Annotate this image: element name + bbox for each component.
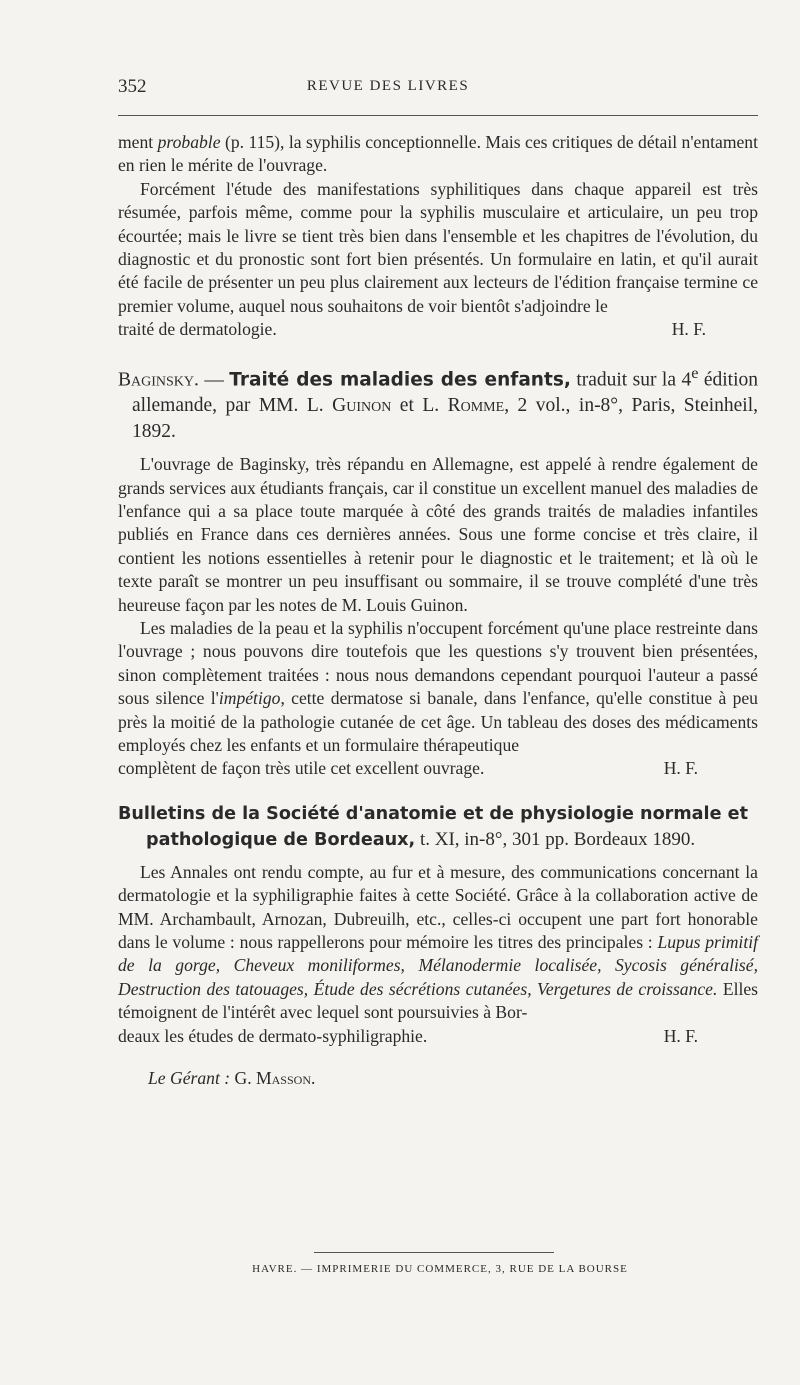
reviewer-signature: H. F. xyxy=(663,1025,698,1046)
italic-word: impétigo xyxy=(218,688,281,709)
entry-title: Traité des maladies des enfants, xyxy=(229,369,571,391)
entry-author: Baginsky. xyxy=(118,369,199,391)
paragraph-4-end: complètent de façon très utile cet excellent ouvrage. H. F. xyxy=(118,757,758,780)
footer-rule xyxy=(314,1252,554,1253)
book-entry-bulletins: Bulletins de la Société d'anatomie et de physiologie normale et pathologique de Bordeaux, t. XI, in-8°, 301 pp. Bordeaux 1890. xyxy=(118,803,748,850)
header-rule xyxy=(118,115,758,116)
reviewer-signature: H. F. xyxy=(671,319,706,340)
paragraph-2-end: traité de dermatologie. H. F. xyxy=(118,318,758,341)
paragraph-4: Les maladies de la peau et la syphilis n'occupent forcément qu'une place restreinte dans l'ouvrage ; nous pouvons dire toutefois que les questions s'y trouvent bien présentées, sinon complètement traitées : nous nous demandons cependant pourquoi l'auteur a passé sous silence l'impétigo, cette dermatose si banale, dans l'enfance, qu'elle constitue à peu près la moitié de la pathologie cutanée de cet âge. Un tableau des doses des médicaments employés chez les enfants et un formulaire thérapeutique xyxy=(118,618,758,756)
gerant-name: Masson. xyxy=(256,1068,316,1089)
book-entry-baginsky: Baginsky. — Traité des maladies des enfants, traduit sur la 4e édition allemande, par MM. L. Guinon et L. Romme, 2 vol., in-8°, Paris, Steinheil, 1892. xyxy=(118,363,759,443)
gerant-line: Le Gérant : G. Masson. xyxy=(148,1068,316,1089)
paragraph-3: L'ouvrage de Baginsky, très répandu en Allemagne, est appelé à rendre également de grands services aux étudiants français, car il constitue un excellent manuel des maladies de l'enfance qui a sa place toute marquée à côté des grands traités de maladies infantiles publiés en France dans ces dernières années. Sous une forme concise et très claire, il contient les notions essentielles à retenir pour le diagnostic et le traitement; et là où le texte paraît se montrer un peu insuffisant ou sommaire, il se trouve complété d'une très heureuse façon par les notes de M. Louis Guinon. xyxy=(118,454,758,615)
running-head: REVUE DES LIVRES xyxy=(306,78,470,94)
translator-name: Romme xyxy=(447,395,505,417)
translator-name: Guinon xyxy=(332,395,392,417)
printer-imprint: HAVRE. — IMPRIMERIE DU COMMERCE, 3, RUE DE LA BOURSE xyxy=(252,1263,628,1275)
page-body xyxy=(118,131,758,1089)
page-header xyxy=(118,76,758,102)
entry-title: Bulletins de la Société d'anatomie et de physiologie normale et pathologique de Bordeaux, xyxy=(118,803,748,850)
reviewer-signature: H. F. xyxy=(663,758,698,779)
paragraph-5-end: deaux les études de dermato-syphiligraphie. H. F. xyxy=(118,1025,758,1048)
italic-word: probable xyxy=(157,132,221,152)
italic-titles: Lupus primitif de la gorge, Cheveux moniliformes, Mélanodermie localisée, Sycosis généralisé, Destruction des tatouages, Étude des sécrétions cutanées, Vergetures de croissance. xyxy=(118,932,758,999)
page-number: 352 xyxy=(118,76,147,97)
paragraph-2: Forcément l'étude des manifestations syphilitiques dans chaque appareil est très résumée, parfois même, comme pour la syphilis musculaire et articulaire, un peu trop écourtée; mais le livre se tient très bien dans l'ensemble et les chapitres de l'évolution, du diagnostic et du pronostic sont fort bien présentés. Un formulaire en latin, et qu'il aurait été facile de présenter un peu plus clairement aux lecteurs de l'édition française termine ce premier volume, auquel nous souhaitons de voir bientôt s'adjoindre le xyxy=(118,178,758,316)
paragraph-5: Les Annales ont rendu compte, au fur et à mesure, des communications concernant la dermatologie et la syphiligraphie faites à cette Société. Grâce à la collaboration active de MM. Archambault, Arnozan, Dubreuilh, etc., celles-ci occupent une part fort honorable dans le volume : nous rappellerons pour mémoire les titres des principales : Lupus primitif de la gorge, Cheveux moniliformes, Mélanodermie localisée, Sycosis généralisé, Destruction des tatouages, Étude des sécrétions cutanées, Vergetures de croissance. Elles témoignent de l'intérêt avec lequel sont poursuivies à Bor- xyxy=(118,861,759,1023)
paragraph-1: ment probable (p. 115), la syphilis conceptionnelle. Mais ces critiques de détail n'entament en rien le mérite de l'ouvrage. xyxy=(118,132,758,176)
